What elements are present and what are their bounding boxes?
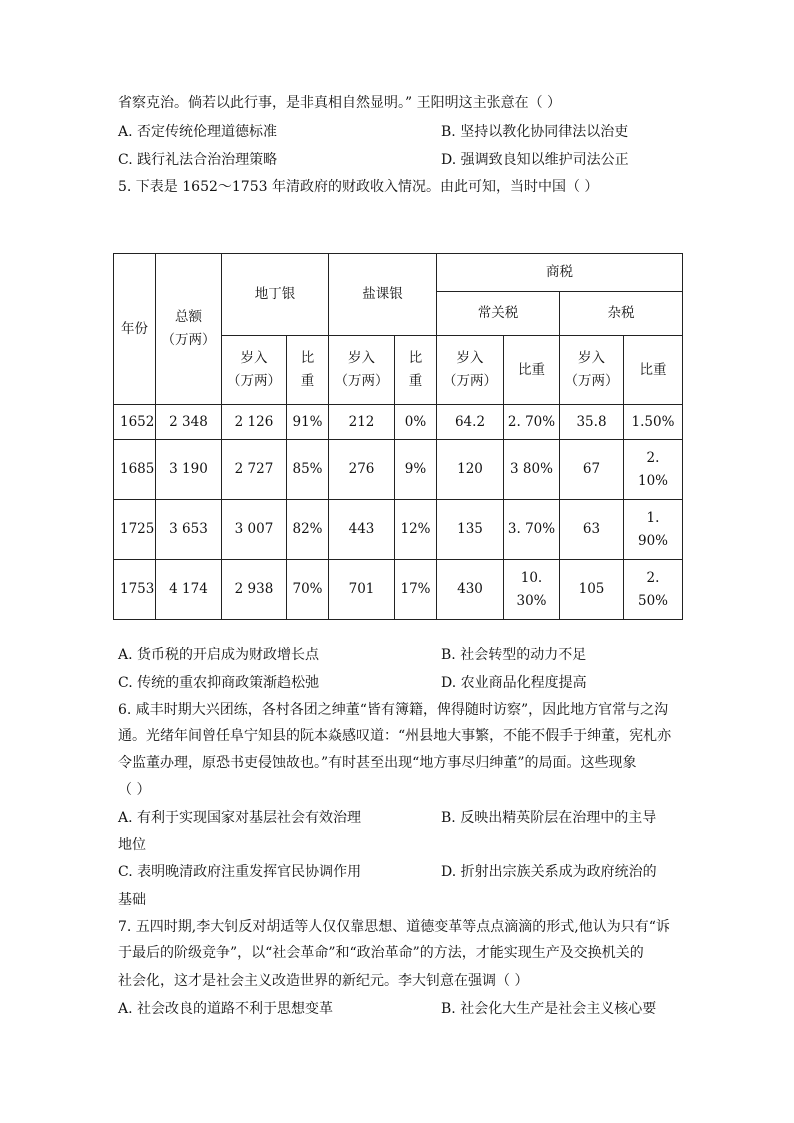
cell-yanke-ratio: 0% bbox=[395, 405, 437, 440]
q7-stem-line: 于最后的阶级竞争”，以“社会革命”和“政治革命”的方法，才能实现生产及交换机关的 bbox=[118, 945, 644, 961]
cell-yanke-income: 212 bbox=[329, 405, 395, 440]
header-total bbox=[156, 254, 222, 405]
table-row bbox=[114, 500, 683, 560]
cell-zashui-income: 67 bbox=[560, 440, 624, 500]
table-row bbox=[114, 405, 683, 440]
ratio-part: 10. bbox=[520, 569, 543, 586]
cell-changguan-income: 135 bbox=[437, 500, 504, 560]
sub-diding-income bbox=[222, 336, 287, 405]
cell-yanke-income: 701 bbox=[329, 560, 395, 620]
cell-changguan-ratio: 2. 70% bbox=[504, 405, 560, 440]
cell-yanke-ratio: 12% bbox=[395, 500, 437, 560]
q6-option-d[interactable]: D. 折射出宗族关系成为政府统治的 bbox=[441, 864, 657, 880]
q5-option-d[interactable]: D. 农业商品化程度提高 bbox=[441, 675, 587, 691]
q5-option-b[interactable]: B. 社会转型的动力不足 bbox=[441, 647, 587, 663]
cell-zashui-income: 63 bbox=[560, 500, 624, 560]
q4-option-b[interactable]: B. 坚持以教化协同律法以治吏 bbox=[441, 124, 629, 140]
cell-zashui-ratio bbox=[624, 500, 683, 560]
q6-option-b-continued: 地位 bbox=[118, 837, 146, 853]
cell-year: 1753 bbox=[114, 560, 156, 620]
sub-zashui-ratio: 比重 bbox=[624, 336, 683, 405]
fiscal-revenue-table bbox=[113, 253, 683, 620]
q6-option-c[interactable]: C. 表明晚清政府注重发挥官民协调作用 bbox=[118, 864, 362, 880]
sub-yanke-ratio bbox=[395, 336, 437, 405]
sub-label: 比 bbox=[300, 350, 315, 367]
ratio-part: 90% bbox=[637, 532, 668, 549]
ratio-part: 30% bbox=[516, 592, 547, 609]
cell-zashui-ratio: 1.50% bbox=[624, 405, 683, 440]
cell-zashui-ratio bbox=[624, 440, 683, 500]
table-row bbox=[114, 560, 683, 620]
q5-stem: 5. 下表是 1652～1753 年清政府的财政收入情况。由此可知，当时中国（ ） bbox=[118, 179, 599, 195]
cell-year: 1685 bbox=[114, 440, 156, 500]
sub-yanke-income bbox=[329, 336, 395, 405]
cell-diding-income: 2 938 bbox=[222, 560, 287, 620]
header-year: 年份 bbox=[114, 254, 156, 405]
q4-option-a[interactable]: A. 否定传统伦理道德标准 bbox=[118, 124, 278, 140]
cell-changguan-ratio: 3 80% bbox=[504, 440, 560, 500]
ratio-part: 10% bbox=[637, 472, 668, 489]
header-changguan: 常关税 bbox=[437, 292, 560, 336]
sub-label: （万两） bbox=[564, 373, 619, 389]
cell-year: 1725 bbox=[114, 500, 156, 560]
header-yanke: 盐课银 bbox=[329, 254, 437, 336]
cell-total: 4 174 bbox=[156, 560, 222, 620]
sub-label: （万两） bbox=[443, 373, 497, 389]
q4-stem-tail: 省察克治。倘若以此行事，是非真相自然显明。” 王阳明这主张意在（ ） bbox=[118, 95, 562, 111]
q7-stem-line: 社会化，这才是社会主义改造世界的新纪元。李大钊意在强调（ ） bbox=[118, 973, 529, 989]
sub-label: 重 bbox=[408, 373, 423, 389]
header-zashui: 杂税 bbox=[560, 292, 683, 336]
cell-diding-ratio: 91% bbox=[287, 405, 329, 440]
ratio-part: 2. bbox=[646, 449, 660, 466]
q5-option-a[interactable]: A. 货币税的开启成为财政增长点 bbox=[118, 647, 320, 663]
cell-yanke-ratio: 9% bbox=[395, 440, 437, 500]
q7-stem-line: 7. 五四时期,李大钊反对胡适等人仅仅靠思想、道德变革等点点滴滴的形式,他认为只有“诉 bbox=[118, 919, 670, 935]
q4-option-d[interactable]: D. 强调致良知以维护司法公正 bbox=[441, 152, 629, 168]
cell-zashui-income: 105 bbox=[560, 560, 624, 620]
q6-option-a[interactable]: A. 有利于实现国家对基层社会有效治理 bbox=[118, 810, 362, 826]
sub-zashui-income bbox=[560, 336, 624, 405]
sub-label: 重 bbox=[300, 373, 315, 389]
q5-option-c[interactable]: C. 传统的重农抑商政策渐趋松弛 bbox=[118, 675, 320, 691]
cell-diding-ratio: 70% bbox=[287, 560, 329, 620]
sub-diding-ratio bbox=[287, 336, 329, 405]
cell-yanke-income: 443 bbox=[329, 500, 395, 560]
cell-zashui-ratio bbox=[624, 560, 683, 620]
cell-diding-ratio: 85% bbox=[287, 440, 329, 500]
q6-stem-line: 通。光绪年间曾任阜宁知县的阮本焱感叹道：“州县地大事繁，不能不假手于绅董，宪札亦 bbox=[118, 728, 672, 744]
sub-label: （万两） bbox=[334, 373, 389, 389]
cell-total: 2 348 bbox=[156, 405, 222, 440]
header-diding: 地丁银 bbox=[222, 254, 329, 336]
q6-option-b[interactable]: B. 反映出精英阶层在治理中的主导 bbox=[441, 810, 657, 826]
sub-label: （万两） bbox=[227, 373, 281, 389]
table-row bbox=[114, 440, 683, 500]
cell-changguan-ratio bbox=[504, 560, 560, 620]
header-total-line2: （万两） bbox=[161, 332, 216, 348]
header-total-line1: 总额 bbox=[175, 309, 202, 326]
sub-label: 岁入 bbox=[456, 350, 484, 367]
q6-option-d-continued: 基础 bbox=[118, 892, 146, 908]
sub-label: 岁入 bbox=[348, 350, 375, 367]
cell-changguan-ratio: 3. 70% bbox=[504, 500, 560, 560]
cell-changguan-income: 120 bbox=[437, 440, 504, 500]
cell-changguan-income: 64.2 bbox=[437, 405, 504, 440]
cell-yanke-ratio: 17% bbox=[395, 560, 437, 620]
q7-option-b[interactable]: B. 社会化大生产是社会主义核心要 bbox=[441, 1001, 657, 1017]
cell-zashui-income: 35.8 bbox=[560, 405, 624, 440]
ratio-part: 1. bbox=[646, 509, 660, 526]
cell-total: 3 653 bbox=[156, 500, 222, 560]
ratio-part: 2. bbox=[646, 569, 660, 586]
header-shangshui: 商税 bbox=[437, 254, 683, 292]
cell-year: 1652 bbox=[114, 405, 156, 440]
q4-option-c[interactable]: C. 践行礼法合治治理策略 bbox=[118, 152, 278, 168]
sub-changguan-income bbox=[437, 336, 504, 405]
q7-option-a[interactable]: A. 社会改良的道路不利于思想变革 bbox=[118, 1001, 334, 1017]
cell-total: 3 190 bbox=[156, 440, 222, 500]
cell-diding-ratio: 82% bbox=[287, 500, 329, 560]
cell-diding-income: 2 126 bbox=[222, 405, 287, 440]
q6-stem-line: （ ） bbox=[118, 782, 151, 798]
cell-yanke-income: 276 bbox=[329, 440, 395, 500]
ratio-part: 50% bbox=[637, 592, 668, 609]
cell-changguan-income: 430 bbox=[437, 560, 504, 620]
q6-stem-line: 6. 咸丰时期大兴团练，各村各团之绅董“皆有簿籍，俾得随时访察”，因此地方官常与之沟 bbox=[118, 702, 669, 718]
sub-label: 岁入 bbox=[240, 350, 268, 367]
q6-stem-line: 令监董办理，原恐书吏侵蚀故也。”有时甚至出现“地方事尽归绅董”的局面。这些现象 bbox=[118, 755, 637, 771]
sub-label: 岁入 bbox=[578, 350, 605, 367]
cell-diding-income: 3 007 bbox=[222, 500, 287, 560]
cell-diding-income: 2 727 bbox=[222, 440, 287, 500]
sub-label: 比 bbox=[408, 350, 423, 367]
sub-changguan-ratio: 比重 bbox=[504, 336, 560, 405]
